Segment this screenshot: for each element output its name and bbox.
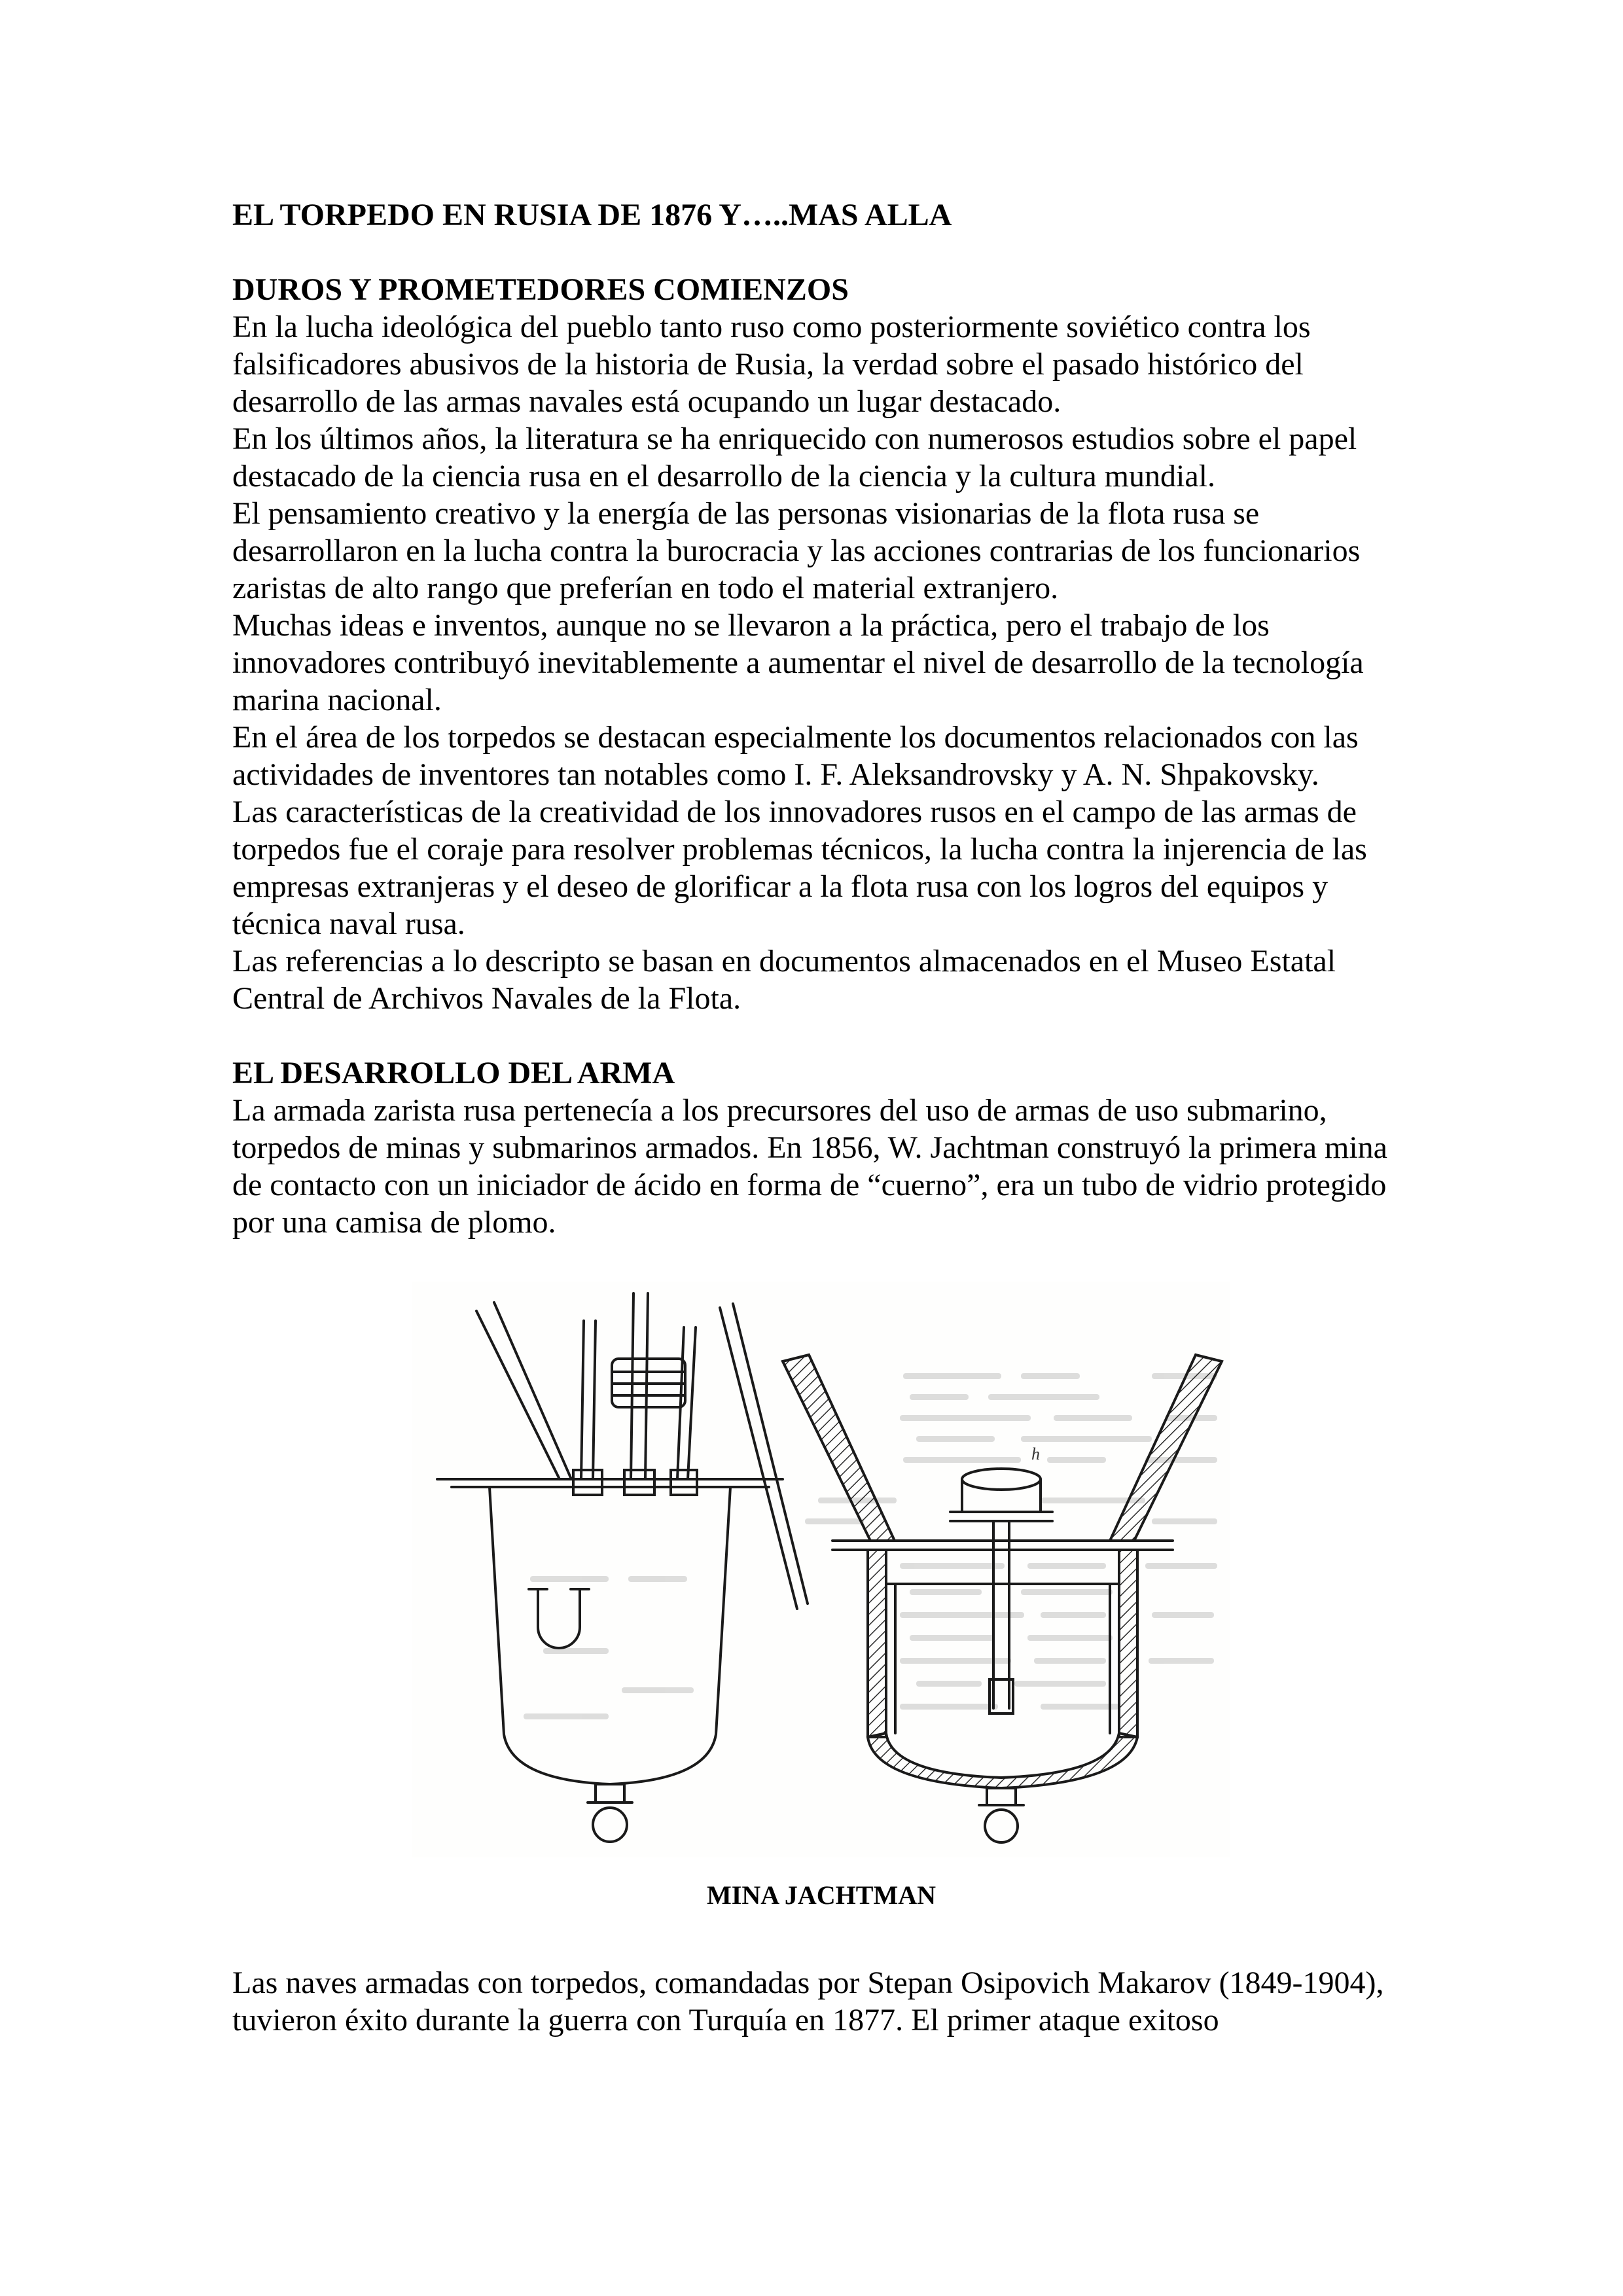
paragraph-4: Muchas ideas e inventos, aunque no se llevaron a la práctica, pero el trabajo de los innovadores contribuyó inevitablemente a aumentar el nivel de desarrollo de la tecnología marina nacional.	[232, 608, 1364, 717]
figure-label-h: h	[1031, 1444, 1040, 1463]
document-page	[232, 196, 1410, 2039]
paragraph-3: El pensamiento creativo y la energía de las personas visionarias de la flota rusa se desarrollaron en la lucha contra la burocracia y las acciones contrarias de los funcionarios zaristas de alto rango que preferían en todo el material extranjero.	[232, 496, 1361, 605]
paragraph-7: Las referencias a lo descripto se basan en documentos almacenados en el Museo Estatal Central de Archivos Navales de la Flota.	[232, 944, 1336, 1016]
mina-jachtman-drawing	[412, 1282, 1230, 1857]
paragraph-8: La armada zarista rusa pertenecía a los precursores del uso de armas de uso submarino, torpedos de minas y submarinos armados. En 1856, W. Jachtman construyó la primera mina de contacto con un iniciador de ácido en forma de “cuerno”, era un tubo de vidrio protegido por una camisa de plomo.	[232, 1093, 1387, 1240]
paragraph-1: En la lucha ideológica del pueblo tanto ruso como posteriormente soviético contra los falsificadores abusivos de la historia de Rusia, la verdad sobre el pasado histórico del desarrollo de las armas navales está ocupando un lugar destacado.	[232, 310, 1311, 419]
section-heading-desarrollo: EL DESARROLLO DEL ARMA	[232, 1056, 675, 1090]
paragraph-2: En los últimos años, la literatura se ha enriquecido con numerosos estudios sobre el papel destacado de la ciencia rusa en el desarrollo de la ciencia y la cultura mundial.	[232, 422, 1357, 493]
paragraph-6: Las características de la creatividad de los innovadores rusos en el campo de las armas de torpedos fue el coraje para resolver problemas técnicos, la lucha contra la injerencia de las empresas extranjeras y el deseo de glorificar a la flota rusa con los logros del equipos y técnica naval rusa.	[232, 795, 1367, 941]
right-mine-section-drawing	[783, 1355, 1222, 1842]
paragraph-5: En el área de los torpedos se destacan especialmente los documentos relacionados con las actividades de inventores tan notables como I. F. Aleksandrovsky y A. N. Shpakovsky.	[232, 720, 1359, 792]
section-heading-comienzos: DUROS Y PROMETEDORES COMIENZOS	[232, 272, 849, 307]
figure-mina-jachtman	[232, 1282, 1410, 1910]
closing-paragraph: Las naves armadas con torpedos, comandadas por Stepan Osipovich Makarov (1849-1904), tuvieron éxito durante la guerra con Turquía en 1877. El primer ataque exitoso	[232, 1965, 1384, 2037]
left-mine-exterior-drawing	[437, 1293, 808, 1842]
document-title: EL TORPEDO EN RUSIA DE 1876 Y…..MAS ALLA	[232, 198, 952, 232]
figure-caption: MINA JACHTMAN	[707, 1880, 936, 1910]
